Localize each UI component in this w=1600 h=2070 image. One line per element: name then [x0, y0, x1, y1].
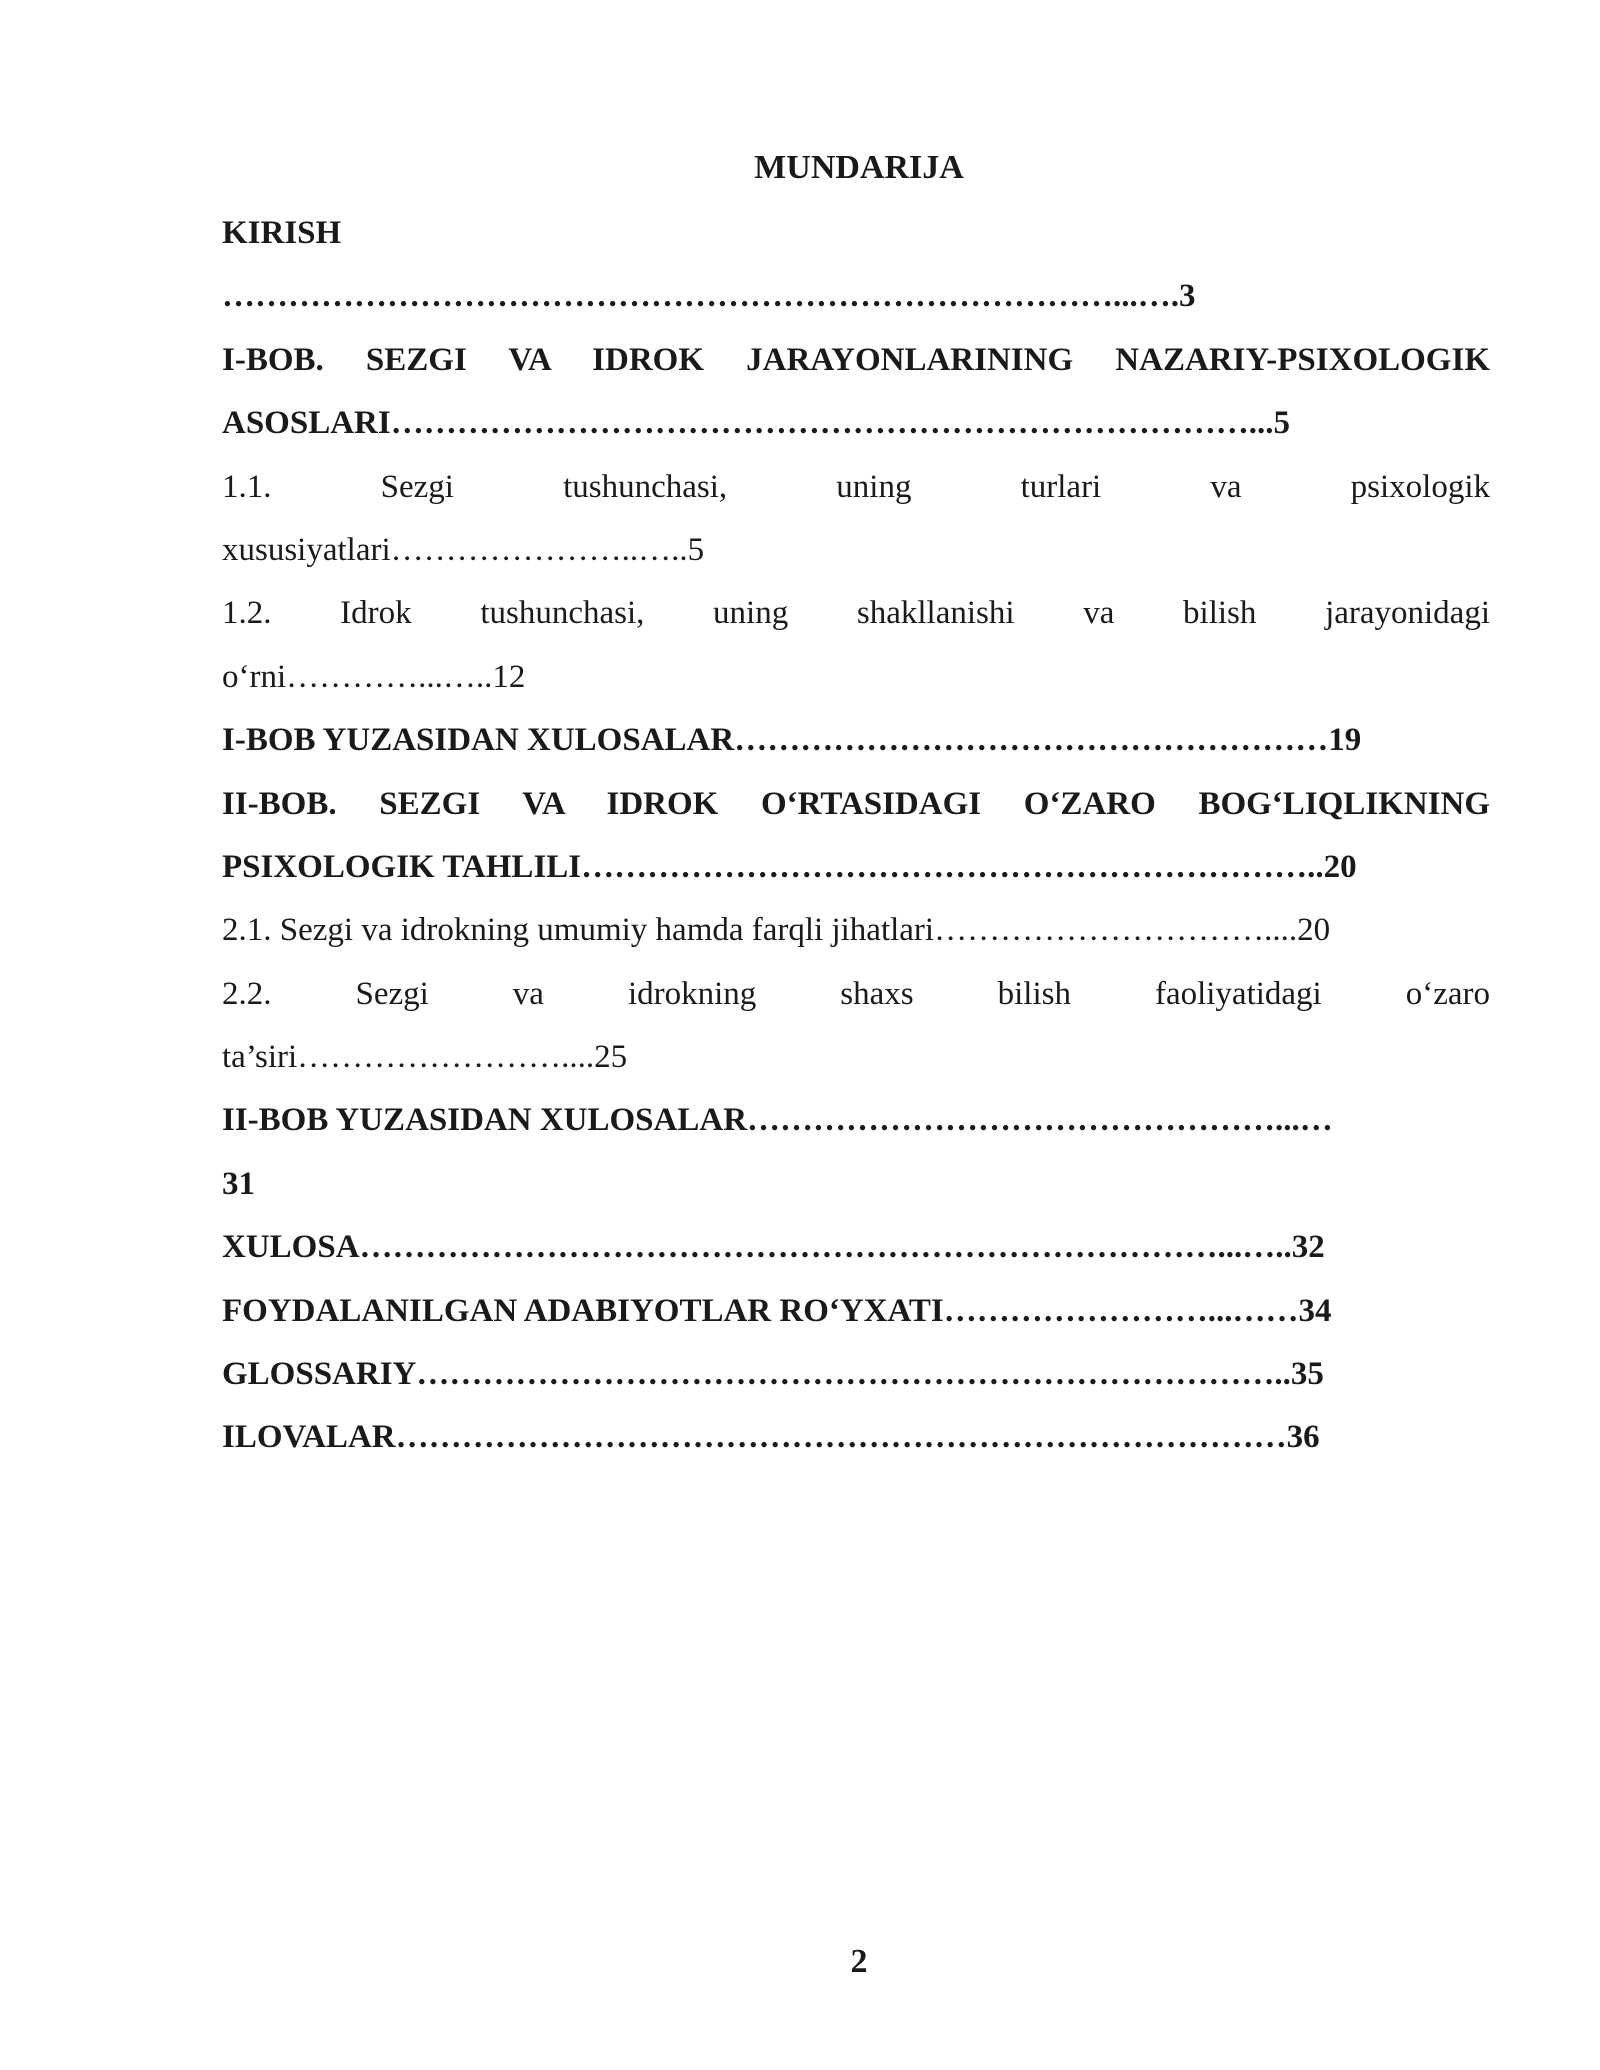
toc-line: xususiyatlari…………………..…..5 [222, 531, 705, 568]
toc-line: o‘rni…………...…..12 [222, 658, 526, 695]
toc-line: II-BOB YUZASIDAN XULOSALAR…………………………………………...… [222, 1102, 1333, 1139]
toc-line: II-BOB. SEZGI VA IDROK O‘RTASIDAGI O‘ZARO BOG‘LIQLIKNING [222, 785, 1490, 822]
toc-line: 31 [222, 1165, 255, 1202]
page-title: MUNDARIJA [754, 149, 964, 186]
toc-line: ASOSLARI……………………………………………………………………...5 [222, 405, 1290, 442]
table-of-contents [222, 202, 1490, 1470]
toc-line: ta’siri……………………....25 [222, 1039, 628, 1076]
toc-line: GLOSSARIY……………………………………………………………………..35 [222, 1356, 1324, 1393]
toc-line: XULOSA……………………………………………………………………...…..32 [222, 1229, 1325, 1266]
toc-line: I-BOB. SEZGI VA IDROK JARAYONLARINING NAZARIY-PSIXOLOGIK [222, 341, 1490, 378]
toc-line: ………………………………………………………………………...….3 [222, 278, 1196, 315]
toc-line: FOYDALANILGAN ADABIYOTLAR RO‘YXATI……………………...……34 [222, 1292, 1332, 1329]
toc-line: 1.2. Idrok tushunchasi, uning shakllanishi va bilish jarayonidagi [222, 595, 1490, 632]
toc-line: KIRISH [222, 215, 342, 251]
toc-line: 2.1. Sezgi va idrokning umumiy hamda farqli jihatlari…………………………....20 [222, 912, 1331, 949]
toc-line: PSIXOLOGIK TAHLILI…………………………………………………………..20 [222, 848, 1357, 885]
toc-line: I-BOB YUZASIDAN XULOSALAR………………………………………………19 [222, 722, 1362, 759]
toc-line: ILOVALAR………………………………………………………………………36 [222, 1419, 1320, 1456]
page-number: 2 [850, 1943, 868, 1980]
toc-line: 2.2. Sezgi va idrokning shaxs bilish faoliyatidagi o‘zaro [222, 975, 1490, 1012]
toc-line: 1.1. Sezgi tushunchasi, uning turlari va psixologik [222, 468, 1490, 505]
